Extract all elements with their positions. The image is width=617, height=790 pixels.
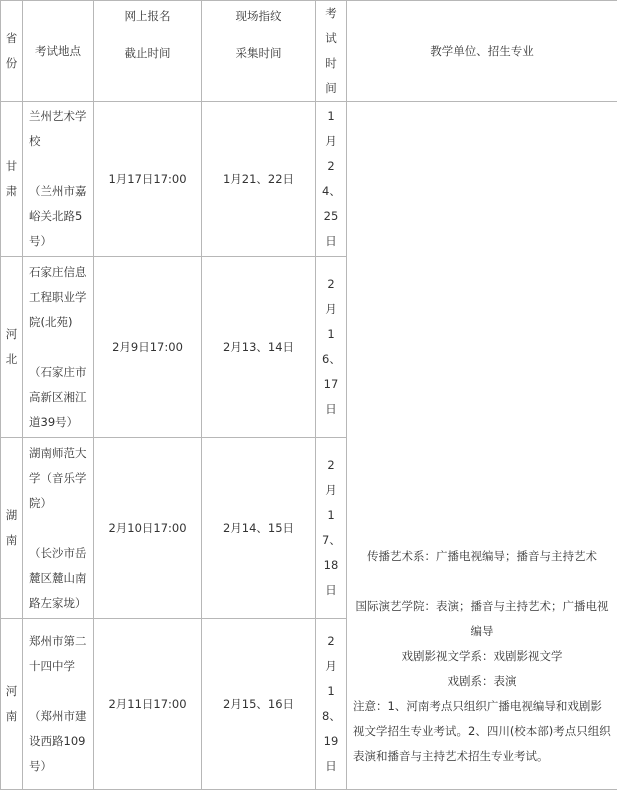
location-cell xyxy=(23,102,94,257)
header-province: 省份 xyxy=(1,1,23,102)
header-info: 教学单位、招生专业 xyxy=(347,1,617,102)
venue-name: 郑州市第二十四中学 xyxy=(29,634,87,673)
online-deadline-cell: 2月9日17:00 xyxy=(94,257,202,438)
header-onsite-top: 现场指纹 xyxy=(202,1,315,31)
exam-time-cell: 1月24、25日 xyxy=(316,102,347,257)
header-location: 考试地点 xyxy=(23,1,94,102)
exam-time-cell: 2月17、18日 xyxy=(316,438,347,619)
venue-address: （郑州市建设西路109号） xyxy=(29,709,87,773)
header-online-registration xyxy=(94,1,202,102)
venue-address: （兰州市嘉峪关北路5号） xyxy=(29,184,87,248)
venue-name: 兰州艺术学校 xyxy=(29,109,87,148)
header-online-bottom: 截止时间 xyxy=(94,31,201,75)
info-line-film-literature: 戏剧影视文学系：戏剧影视文学 xyxy=(353,644,611,669)
venue-address: （长沙市岳麓区麓山南路左家垅） xyxy=(29,546,87,610)
location-cell xyxy=(23,438,94,619)
province-cell: 河北 xyxy=(1,257,23,438)
info-cell xyxy=(347,102,617,790)
online-deadline-cell: 2月11日17:00 xyxy=(94,619,202,790)
province-cell: 甘肃 xyxy=(1,102,23,257)
online-deadline-cell: 1月17日17:00 xyxy=(94,102,202,257)
fingerprint-time-cell: 2月14、15日 xyxy=(202,438,316,619)
header-online-top: 网上报名 xyxy=(94,1,201,31)
exam-time-cell: 2月16、17日 xyxy=(316,257,347,438)
fingerprint-time-cell: 1月21、22日 xyxy=(202,102,316,257)
header-row xyxy=(1,1,617,102)
info-line-broadcast: 传播艺术系：广播电视编导；播音与主持艺术 xyxy=(353,544,611,569)
info-line-performing: 国际演艺学院：表演；播音与主持艺术；广播电视编导 xyxy=(353,594,611,644)
header-onsite-fingerprint xyxy=(202,1,316,102)
fingerprint-time-cell: 2月15、16日 xyxy=(202,619,316,790)
table-row xyxy=(1,102,617,257)
province-cell: 河南 xyxy=(1,619,23,790)
location-cell xyxy=(23,257,94,438)
fingerprint-time-cell: 2月13、14日 xyxy=(202,257,316,438)
venue-name: 石家庄信息工程职业学院(北苑) xyxy=(29,265,87,329)
venue-address: （石家庄市高新区湘江道39号） xyxy=(29,365,87,429)
header-exam-time: 考试时间 xyxy=(316,1,347,102)
header-onsite-bottom: 采集时间 xyxy=(202,31,315,75)
online-deadline-cell: 2月10日17:00 xyxy=(94,438,202,619)
location-cell xyxy=(23,619,94,790)
venue-name: 湖南师范大学（音乐学院） xyxy=(29,446,87,510)
province-cell: 湖南 xyxy=(1,438,23,619)
exam-time-cell: 2月18、19日 xyxy=(316,619,347,790)
info-note: 注意：1、河南考点只组织广播电视编导和戏剧影视文学招生专业考试。2、四川(校本部)考点只组织表演和播音与主持艺术招生专业考试。 xyxy=(353,694,611,769)
info-line-drama: 戏剧系：表演 xyxy=(353,669,611,694)
